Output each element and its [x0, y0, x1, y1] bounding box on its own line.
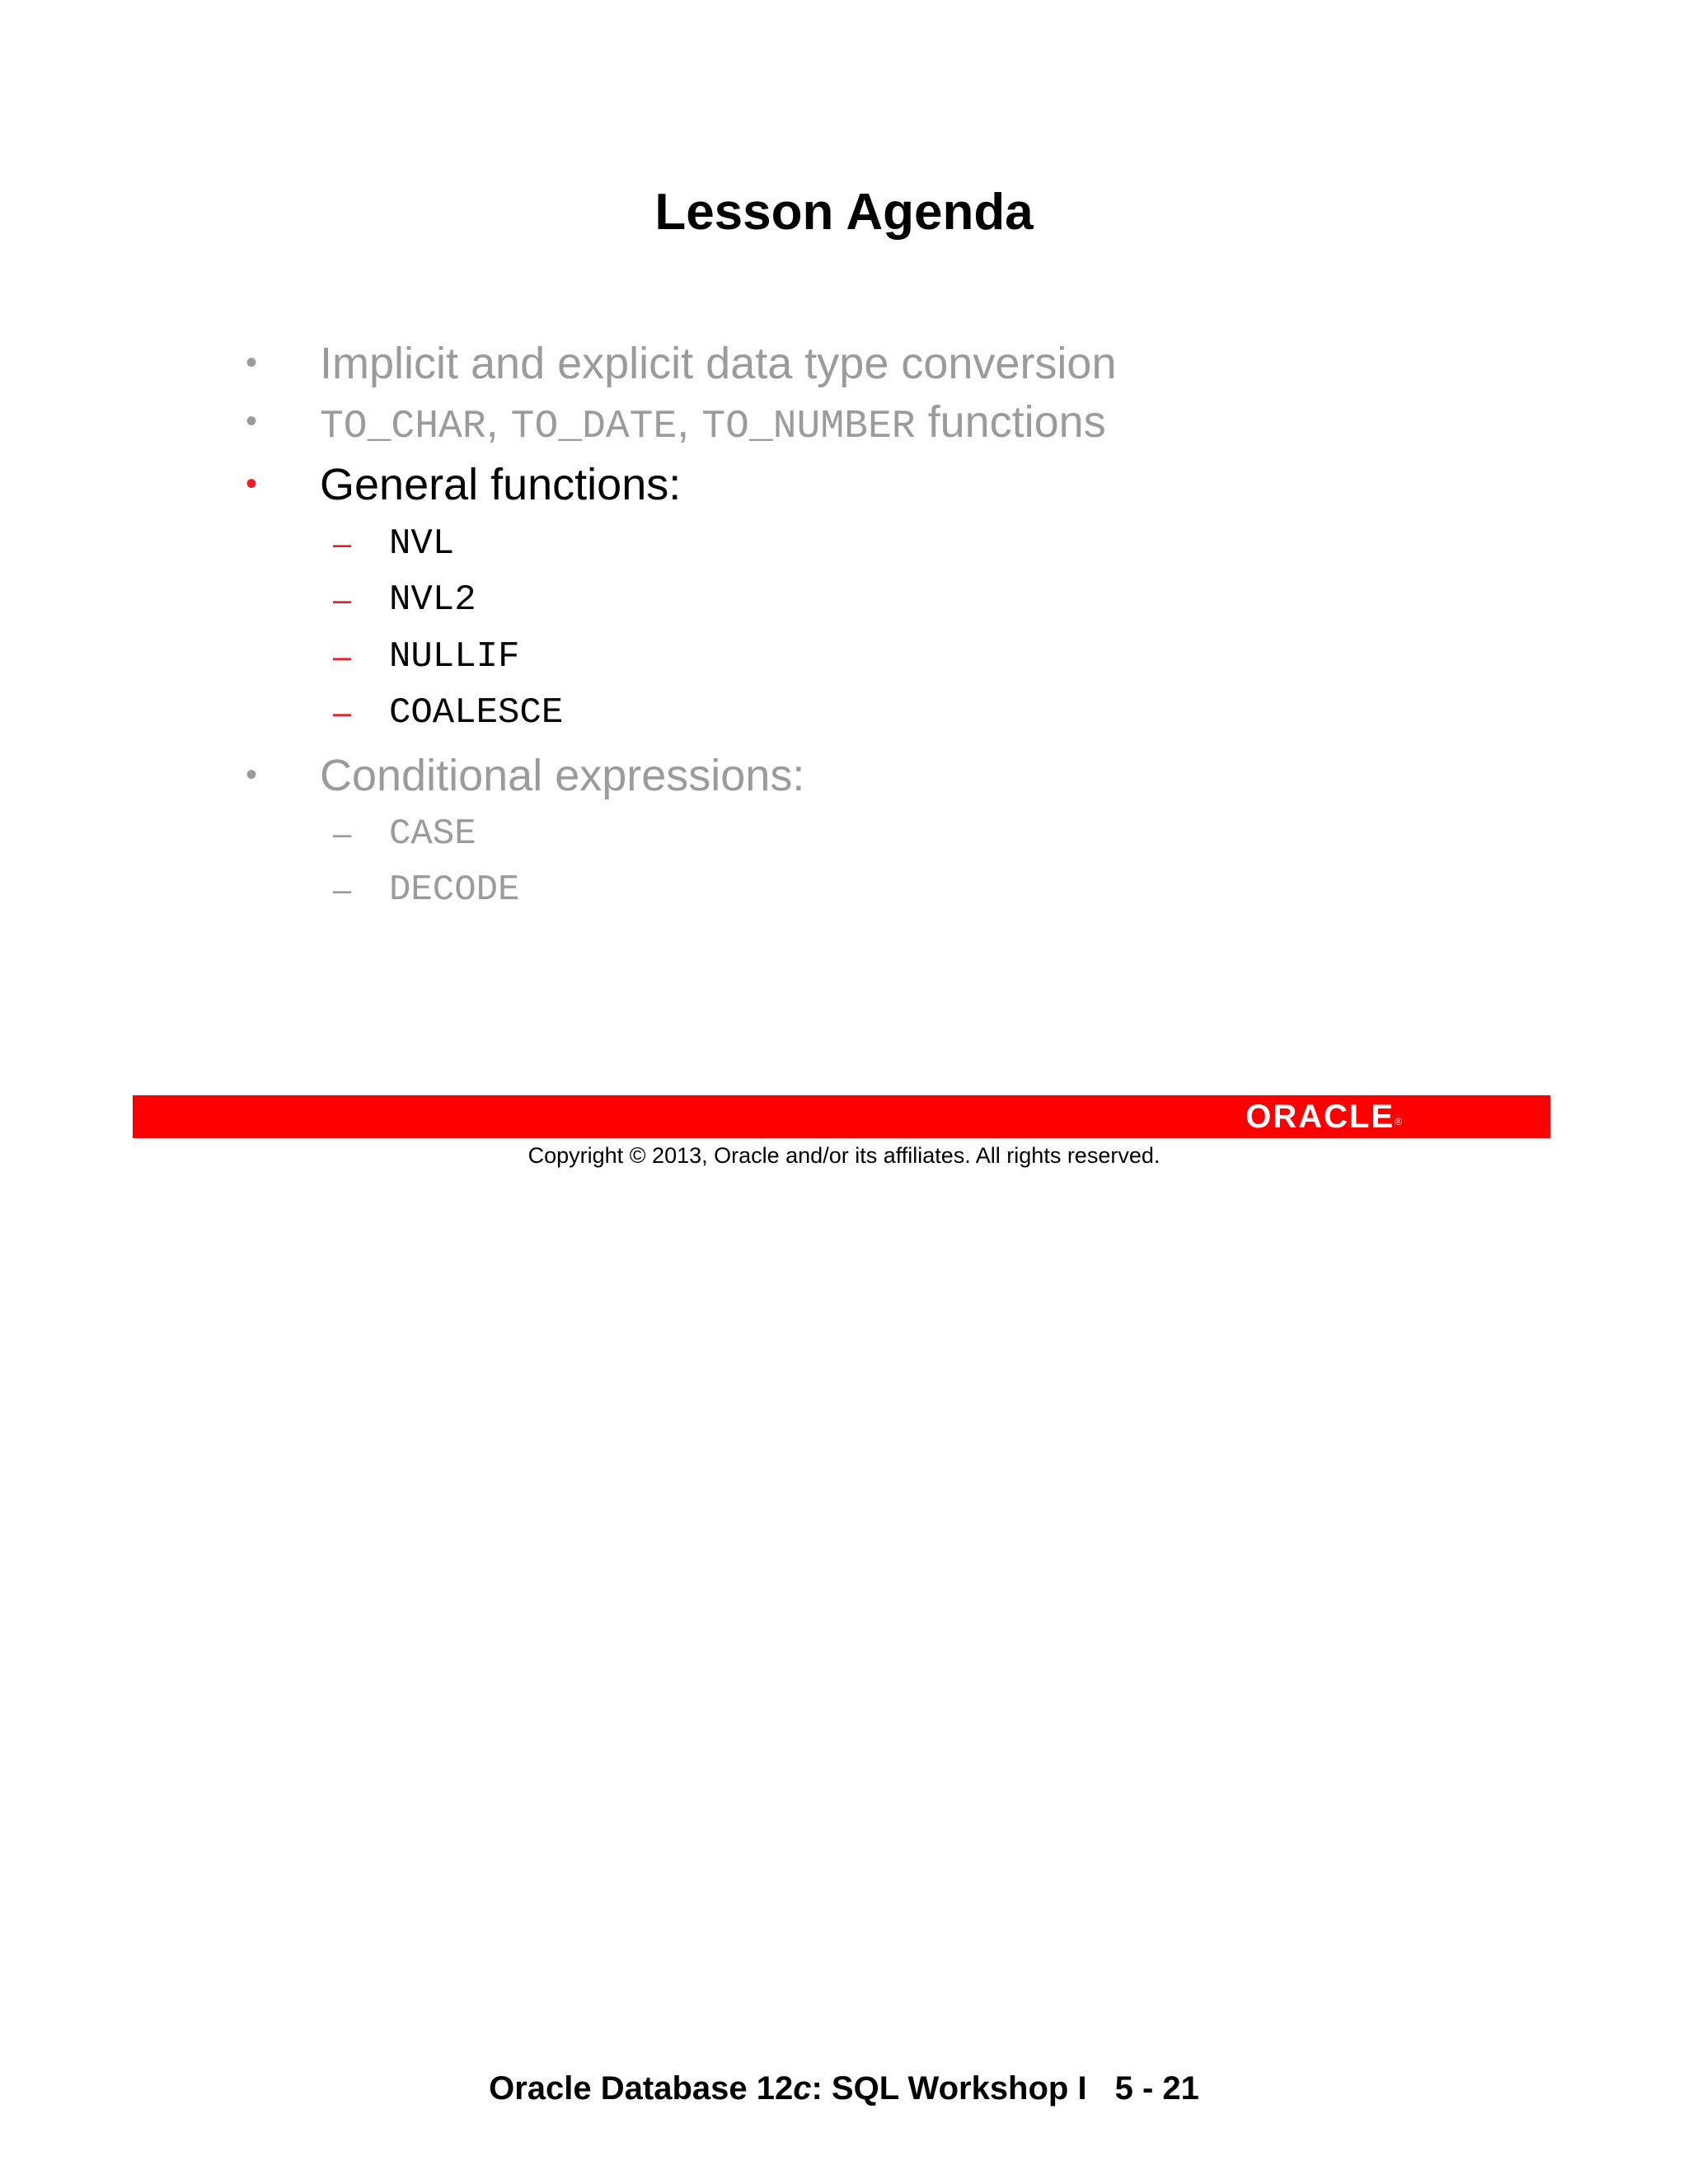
course-title-italic: c — [793, 2070, 812, 2107]
bullet-icon: • — [246, 344, 258, 381]
sub-item-label: COALESCE — [389, 692, 564, 733]
agenda-item-label: General functions: — [320, 460, 682, 509]
sub-item-label: NVL2 — [389, 579, 476, 621]
code-to-char: TO_CHAR — [320, 405, 486, 449]
bullet-icon: • — [246, 466, 258, 502]
sub-item-label: NVL — [389, 523, 455, 565]
copyright-notice: Copyright © 2013, Oracle and/or its affiliates. All rights reserved. — [528, 1143, 1160, 1168]
separator: , — [677, 397, 702, 447]
agenda-item-label: Implicit and explicit data type conversion — [320, 339, 1117, 388]
separator: , — [485, 397, 511, 447]
dash-icon: – — [333, 695, 352, 731]
sub-item-label: DECODE — [389, 869, 520, 911]
sub-item-label: CASE — [389, 813, 476, 855]
code-to-number: TO_NUMBER — [701, 405, 916, 449]
page-number: 5 - 21 — [1114, 2070, 1199, 2107]
dash-icon: – — [333, 582, 352, 618]
slide-title: Lesson Agenda — [654, 184, 1034, 241]
sub-item-label: NULLIF — [389, 636, 520, 677]
oracle-logo-text: ORACLE — [1245, 1099, 1395, 1135]
registered-mark: ® — [1395, 1116, 1402, 1127]
agenda-list — [0, 0, 1688, 989]
dash-icon: – — [333, 816, 352, 852]
bullet-icon: • — [246, 403, 258, 439]
course-title-suffix: : SQL Workshop I — [811, 2070, 1087, 2107]
agenda-item-label — [320, 393, 1106, 456]
code-to-date: TO_DATE — [510, 405, 678, 449]
oracle-logo — [1245, 1099, 1402, 1135]
course-title-prefix: Oracle Database 12 — [489, 2070, 794, 2107]
footer-red-bar — [133, 1095, 1550, 1138]
dash-icon: – — [333, 639, 352, 675]
functions-suffix: functions — [915, 397, 1106, 447]
dash-icon: – — [333, 872, 352, 908]
page-footer — [0, 2065, 1688, 2111]
agenda-item-label: Conditional expressions: — [320, 751, 805, 800]
bullet-icon: • — [246, 757, 258, 793]
dash-icon: – — [333, 526, 352, 562]
